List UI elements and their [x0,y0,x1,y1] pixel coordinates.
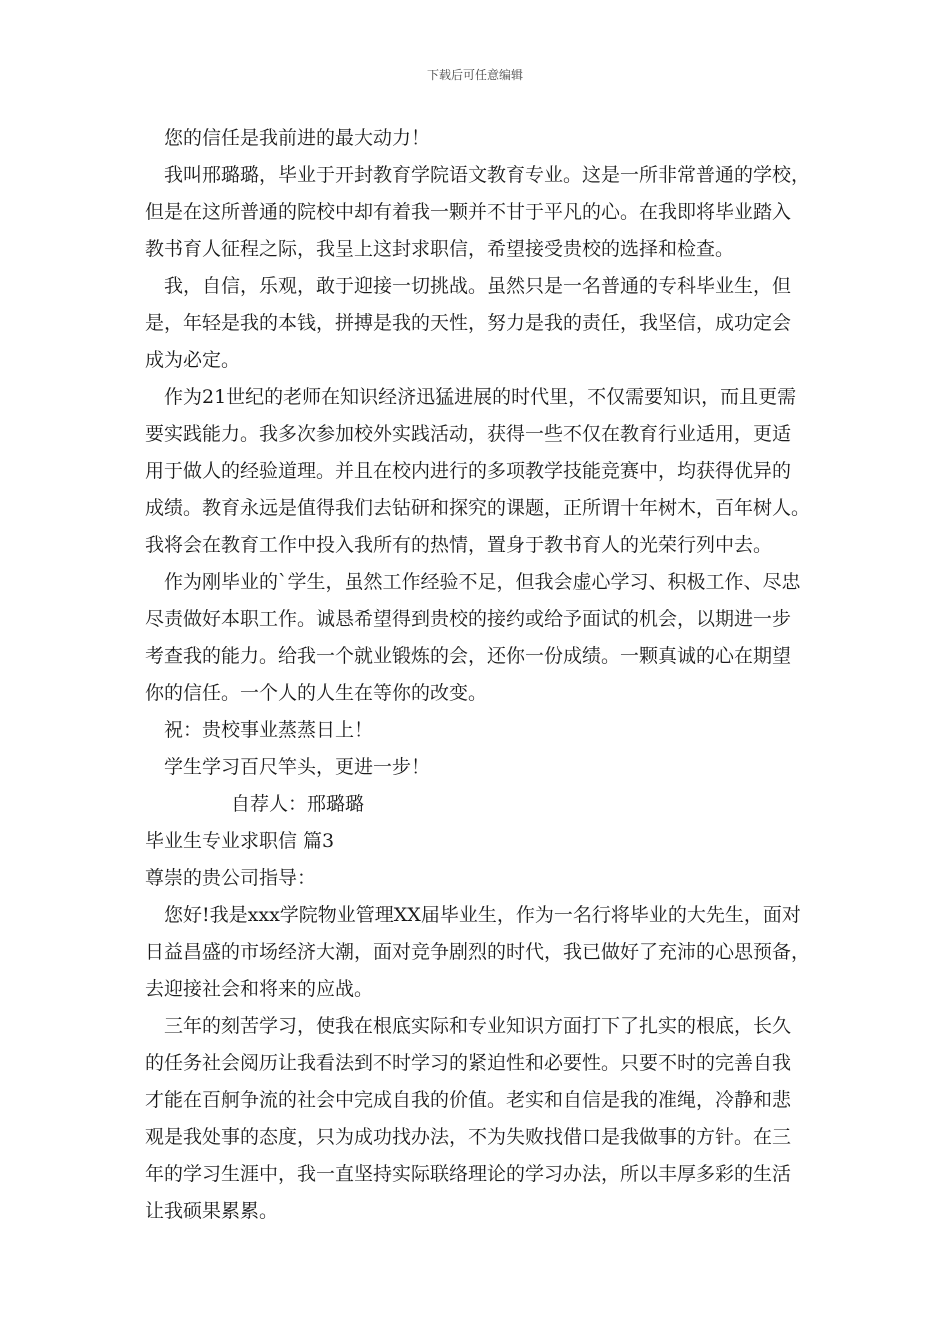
text-line: 去迎接社会和将来的应战。 [145,978,374,1000]
text-line: 作为刚毕业的`学生，虽然工作经验不足，但我会虚心学习、积极工作、尽忠 [164,571,801,593]
text-line: 年的学习生涯中，我一直坚持实际联络理论的学习办法，所以丰厚多彩的生活 [145,1163,792,1185]
text-line: 用于做人的经验道理。并且在校内进行的多项教学技能竞赛中，均获得优异的 [145,460,792,482]
document-body [145,120,825,1230]
text-line: 是，年轻是我的本钱，拼搏是我的天性，努力是我的责任，我坚信，成功定会 [145,312,792,334]
text-line: 教书育人征程之际，我呈上这封求职信，希望接受贵校的选择和检查。 [145,238,735,260]
text-line: 毕业生专业求职信 篇3 [145,830,335,852]
text-line: 日益昌盛的市场经济大潮，面对竞争剧烈的时代，我已做好了充沛的心思预备， [145,941,811,963]
text-line: 才能在百舸争流的社会中完成自我的价值。老实和自信是我的准绳，冷静和悲 [145,1089,792,1111]
text-line: 要实践能力。我多次参加校外实践活动，获得一些不仅在教育行业适用，更适 [145,423,792,445]
text-line: 但是在这所普通的院校中却有着我一颗并不甘于平凡的心。在我即将毕业踏入 [145,201,792,223]
text-line: 尽责做好本职工作。诚恳希望得到贵校的接约或给予面试的机会，以期进一步 [145,608,792,630]
text-line: 三年的刻苦学习，使我在根底实际和专业知识方面打下了扎实的根底，长久 [164,1015,792,1037]
text-line: 您好!我是xxx学院物业管理XX届毕业生，作为一名行将毕业的大先生，面对 [164,904,801,926]
text-line: 的任务社会阅历让我看法到不时学习的紧迫性和必要性。只要不时的完善自我 [145,1052,792,1074]
text-line: 作为21世纪的老师在知识经济迅猛进展的时代里，不仅需要知识，而且更需 [164,386,797,408]
text-line: 让我硕果累累。 [145,1200,279,1222]
text-line: 您的信任是我前进的最大动力！ [164,127,431,149]
text-line: 学生学习百尺竿头，更进一步！ [164,756,431,778]
page-header: 下载后可任意编辑 [426,68,523,82]
text-line: 考查我的能力。给我一个就业锻炼的会，还你一份成绩。一颗真诚的心在期望 [145,645,792,667]
text-line: 观是我处事的态度，只为成功找办法，不为失败找借口是我做事的方针。在三 [145,1126,792,1148]
text-line: 尊崇的贵公司指导： [145,867,317,889]
text-line: 你的信任。一个人的人生在等你的改变。 [145,682,488,704]
text-line: 祝：贵校事业蒸蒸日上！ [164,719,374,741]
text-line: 成绩。教育永远是值得我们去钻研和探究的课题，正所谓十年树木，百年树人。 [145,497,811,519]
text-line: 自荐人：邢璐璐 [231,793,365,815]
text-line: 我将会在教育工作中投入我所有的热情，置身于教书育人的光荣行列中去。 [145,534,773,556]
text-line: 成为必定。 [145,349,241,371]
text-line: 我叫邢璐璐，毕业于开封教育学院语文教育专业。这是一所非常普通的学校， [164,164,811,186]
text-line: 我，自信，乐观，敢于迎接一切挑战。虽然只是一名普通的专科毕业生，但 [164,275,792,297]
